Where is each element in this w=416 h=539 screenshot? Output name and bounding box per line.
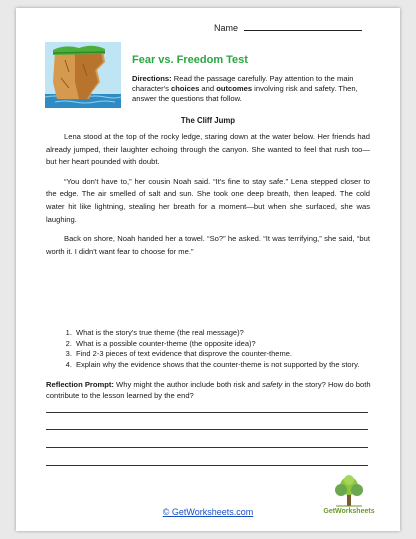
directions-label: Directions: <box>132 74 172 83</box>
question-item: 3. Find 2-3 pieces of text evidence that disprove the counter-theme. <box>74 349 384 360</box>
reflection-text-1: Why might the author include both risk and <box>113 380 263 389</box>
tree-icon <box>314 474 384 508</box>
directions-text-3: involving risk and safety. Then, answer the questions that follow. <box>132 84 358 104</box>
name-label: Name <box>214 23 239 33</box>
directions-text-2: and <box>199 84 217 94</box>
name-row <box>214 22 362 33</box>
reflection-label: Reflection Prompt: <box>46 380 114 389</box>
reflection-text-2: in the story? How do both contribute to the lesson learned by the end? <box>46 380 371 400</box>
directions <box>132 74 370 105</box>
getworksheets-logo <box>314 474 384 522</box>
copyright-link[interactable]: © GetWorksheets.com <box>162 507 254 517</box>
name-blank[interactable] <box>244 22 362 31</box>
question-item: 4. Explain why the evidence shows that the counter-theme is not supported by the story. <box>74 360 384 371</box>
reflection-prompt <box>46 380 374 401</box>
directions-bold-choices: choices <box>171 84 200 94</box>
answer-line[interactable] <box>46 429 368 430</box>
passage-paragraph: Back on shore, Noah handed her a towel. “So?” he asked. “It was terrifying,” she said, “but worth it. I didn't want fear to choose for me.” <box>46 234 370 256</box>
answer-line[interactable] <box>46 447 368 448</box>
worksheet-title: Fear vs. Freedom Test <box>132 54 248 66</box>
passage-title: The Cliff Jump <box>180 116 236 125</box>
directions-bold-outcomes: outcomes <box>216 84 253 94</box>
answer-line[interactable] <box>46 465 368 466</box>
reflection-italic-safety: safety <box>262 380 283 389</box>
question-item: 2. What is a possible counter-theme (the opposite idea)? <box>74 339 384 350</box>
question-item: 1. What is the story's true theme (the real message)? <box>74 328 384 339</box>
question-list <box>58 328 384 370</box>
answer-line[interactable] <box>46 412 368 413</box>
worksheet-page <box>16 8 400 531</box>
cliff-illustration <box>45 42 121 108</box>
passage-paragraph: “You don't have to,” her cousin Noah said. “It's fine to stay safe.” Lena stepped closer to the edge. The air smelled of salt and sun. She took one deep breath, then leaped. The cold water hit like lightning, stealing her breath for a moment—but when she surfaced, she was laughing. <box>46 176 370 224</box>
logo-text: GetWorksheets <box>323 508 375 515</box>
passage <box>46 131 370 265</box>
directions-text-1: Read the passage carefully. Pay attention to the main character's <box>132 74 354 94</box>
passage-paragraph: Lena stood at the top of the rocky ledge, staring down at the water below. Her friends had already jumped, their laughter echoing through the canyon. She wanted to feel that rush too—but her heart pounded with doubt. <box>46 132 370 167</box>
